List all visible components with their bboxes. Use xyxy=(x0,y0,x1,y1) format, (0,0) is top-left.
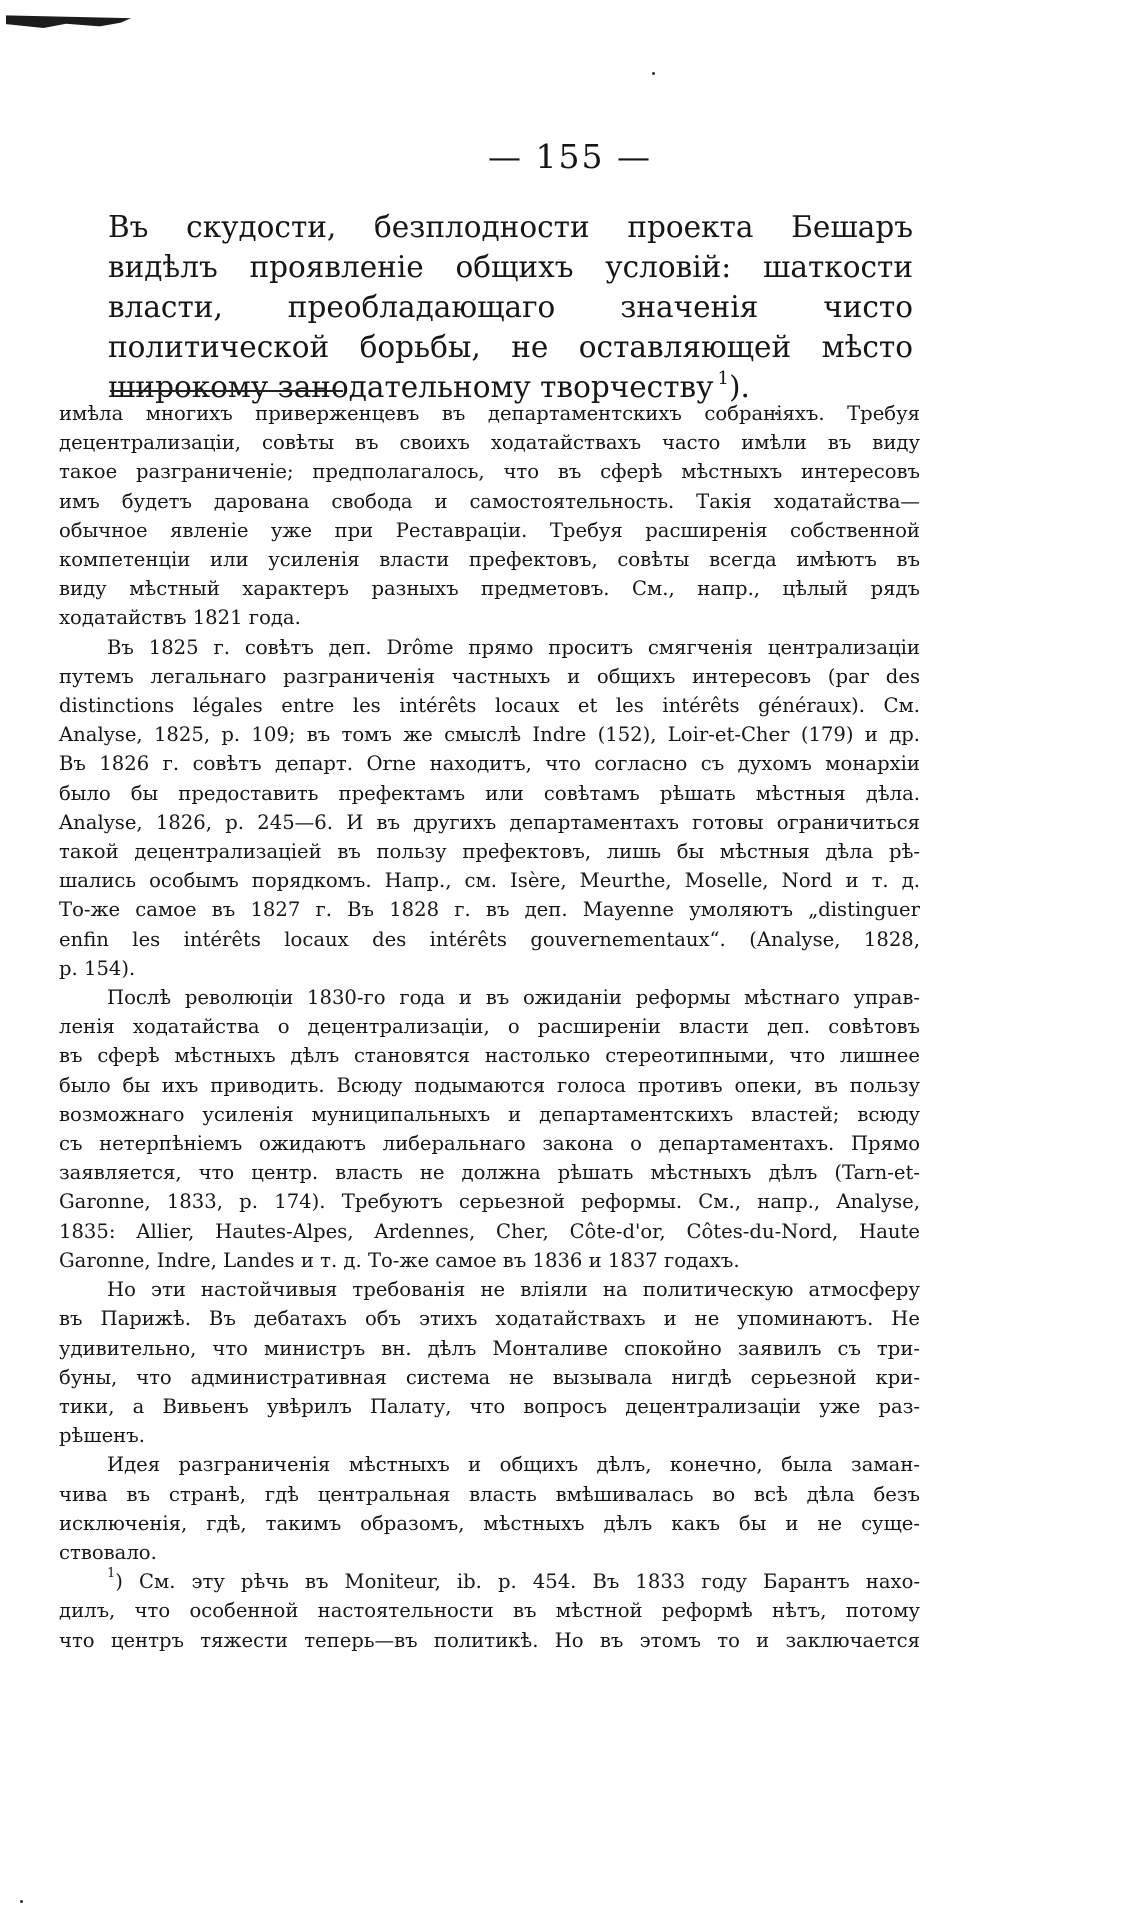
note-line: Послѣ революціи 1830-го года и въ ожиданіи реформы мѣстнаго управ- xyxy=(107,986,920,1010)
note-line: рѣшенъ. xyxy=(59,1424,145,1448)
footnote-line: дилъ, что особенной настоятельности въ мѣстной реформѣ нѣтъ, потому xyxy=(59,1599,920,1623)
note-line: ленія ходатайства о децентрализаціи, о расширеніи власти деп. совѣтовъ xyxy=(59,1015,920,1039)
note-line: Analyse, 1825, p. 109; въ томъ же смыслѣ Indre (152), Loir-et-Cher (179) и др. xyxy=(59,723,920,747)
scan-speck xyxy=(652,72,655,75)
note-line: виду мѣстный характеръ разныхъ предметовъ. См., напр., цѣлый рядъ xyxy=(59,577,920,601)
main-paragraph xyxy=(108,207,913,412)
note-line: Идея разграниченія мѣстныхъ и общихъ дѣлъ, конечно, была заман- xyxy=(107,1453,920,1477)
note-line: исключенія, гдѣ, такимъ образомъ, мѣстныхъ дѣлъ какъ бы и не суще- xyxy=(59,1511,920,1535)
note-line: въ сферѣ мѣстныхъ дѣлъ становятся настолько стереотипными, что лишнее xyxy=(59,1044,920,1068)
note-line: distinctions légales entre les intérêts locaux et les intérêts généraux). См. xyxy=(59,694,920,718)
footnote-separator xyxy=(110,390,343,392)
note-line: было бы ихъ приводить. Всюду подымаются голоса противъ опеки, въ пользу xyxy=(59,1073,920,1097)
notes-section xyxy=(59,399,920,1655)
note-line: ходатайствъ 1821 года. xyxy=(59,606,301,630)
note-line: путемъ легальнаго разграниченія частныхъ и общихъ интересовъ (par des xyxy=(59,664,920,688)
note-line: ствовало. xyxy=(59,1540,157,1564)
note-line: Въ 1825 г. совѣтъ деп. Drôme прямо проситъ смягченія централизаціи xyxy=(107,635,920,659)
footnote-line: что центръ тяжести теперь—въ политикѣ. Но въ этомъ то и заключается xyxy=(59,1628,920,1652)
note-line: Analyse, 1826, p. 245—6. И въ другихъ департаментахъ готовы ограничиться xyxy=(59,810,920,834)
note-line: Въ 1826 г. совѣтъ департ. Orne находитъ, что согласно съ духомъ монархіи xyxy=(59,752,920,776)
note-line: удивительно, что министръ вн. дѣлъ Монталиве спокойно заявилъ съ три- xyxy=(59,1336,920,1360)
note-line: имѣла многихъ приверженцевъ въ департаментскихъ собраніяхъ. Требуя xyxy=(59,402,920,425)
main-paragraph-text: Въ скудости, безплодности проекта Бешаръ видѣлъ проявленіе общихъ условій: шаткости власти, преобладающаго значенія чисто политической борьбы, не оставляющей мѣсто широкому занодательному творчеству xyxy=(108,210,913,404)
note-line: Garonne, Indre, Landes и т. д. То-же самое въ 1836 и 1837 годахъ. xyxy=(59,1248,740,1272)
note-line: enfin les intérêts locaux des intérêts gouvernementaux“. (Analyse, 1828, xyxy=(59,927,920,951)
note-line: буны, что административная система не вызывала нигдѣ серьезной кри- xyxy=(59,1365,920,1389)
note-line: Garonne, 1833, p. 174). Требуютъ серьезной реформы. См., напр., Analyse, xyxy=(59,1190,920,1214)
note-line: децентрализаціи, совѣты въ своихъ ходатайствахъ часто имѣли въ виду xyxy=(59,431,920,455)
note-line: въ Парижѣ. Въ дебатахъ объ этихъ ходатайствахъ и не упоминаютъ. Не xyxy=(59,1307,920,1331)
note-line: такое разграниченіе; предполагалось, что въ сферѣ мѣстныхъ интересовъ xyxy=(59,460,920,484)
note-line: тики, а Вивьенъ увѣрилъ Палату, что вопросъ децентрализаціи уже раз- xyxy=(59,1394,920,1418)
footnote-marker: 1 xyxy=(107,1566,116,1582)
note-line: шались особымъ порядкомъ. Напр., см. Isère, Meurthe, Moselle, Nord и т. д. xyxy=(59,869,920,893)
scan-speck xyxy=(20,1900,23,1903)
note-line: чива въ странѣ, гдѣ центральная власть вмѣшивалась во всѣ дѣла безъ xyxy=(59,1482,920,1506)
note-line: было бы предоставить префектамъ или совѣтамъ рѣшать мѣстныя дѣла. xyxy=(59,781,920,805)
footnote-line xyxy=(59,1567,920,1596)
page-number: — 155 — xyxy=(488,137,652,176)
note-line: компетенціи или усиленія власти префектовъ, совѣты всегда имѣютъ въ xyxy=(59,548,920,572)
note-line: То-же самое въ 1827 г. Въ 1828 г. въ деп. Mayenne умоляютъ „distinguer xyxy=(59,898,920,922)
note-line: имъ будетъ дарована свобода и самостоятельность. Такія ходатайства— xyxy=(59,489,920,513)
note-line: 1835: Allier, Hautes-Alpes, Ardennes, Cher, Côte-d'or, Côtes-du-Nord, Haute xyxy=(59,1219,920,1243)
note-line: съ нетерпѣніемъ ожидаютъ либеральнаго закона о департаментахъ. Прямо xyxy=(59,1132,920,1156)
note-line: Но эти настойчивыя требованія не вліяли на политическую атмосферу xyxy=(107,1278,920,1302)
scan-corner-mark xyxy=(6,14,131,28)
note-line: заявляется, что центр. власть не должна рѣшать мѣстныхъ дѣлъ (Tarn-et- xyxy=(59,1161,920,1185)
footnote-text: ) См. эту рѣчь въ Moniteur, ib. p. 454. Въ 1833 году Барантъ нахо- xyxy=(115,1570,920,1594)
note-line: обычное явленіе уже при Реставраціи. Требуя расширенія собственной xyxy=(59,518,920,542)
note-line: возможнаго усиленія муниципальныхъ и департаментскихъ властей; всюду xyxy=(59,1102,920,1126)
footnote-reference: 1 xyxy=(717,368,729,389)
note-line: p. 154). xyxy=(59,956,136,980)
main-paragraph-end: ). xyxy=(728,370,750,404)
note-line: такой децентрализаціей въ пользу префектовъ, лишь бы мѣстныя дѣла рѣ- xyxy=(59,840,920,864)
